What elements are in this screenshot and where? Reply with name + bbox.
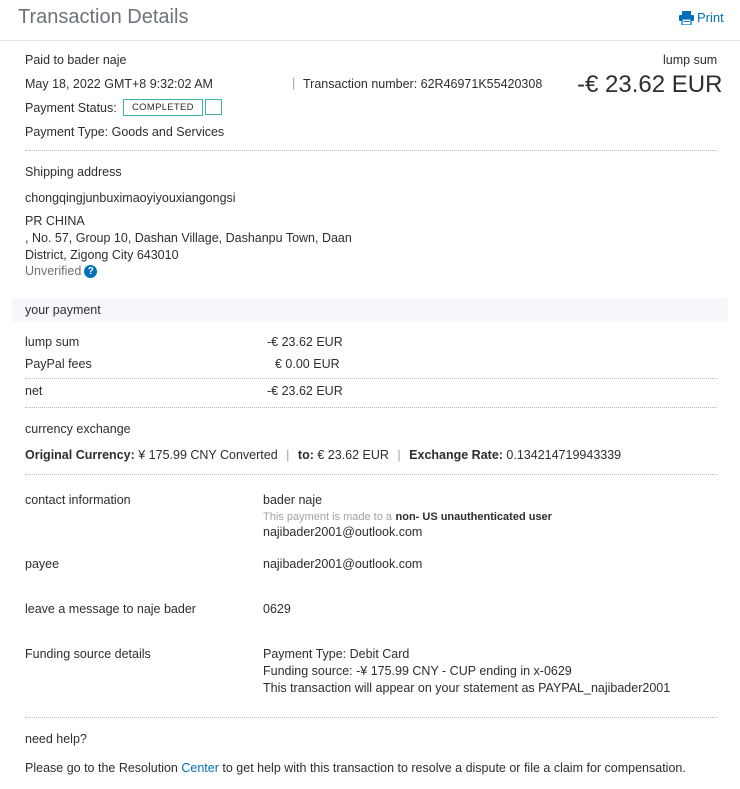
payment-row-label: net <box>25 384 43 398</box>
funding-type: Payment Type: Debit Card <box>263 647 410 661</box>
shipping-line2: District, Zigong City 643010 <box>25 248 179 262</box>
payee-email: najibader2001@outlook.com <box>263 557 423 571</box>
print-button[interactable] <box>679 10 724 25</box>
transaction-date: May 18, 2022 GMT+8 9:32:02 AM <box>25 77 213 91</box>
help-text-before: Please go to the Resolution <box>25 761 178 775</box>
your-payment-heading: your payment <box>25 303 101 317</box>
your-payment-band <box>12 298 728 322</box>
exchange-rate-label: Exchange Rate: <box>409 448 503 462</box>
shipping-country: PR CHINA <box>25 214 85 228</box>
payment-row-value: -€ 23.62 EUR <box>267 384 343 398</box>
contact-email: najibader2001@outlook.com <box>263 525 423 539</box>
contact-note-bold: non- US unauthenticated user <box>395 511 552 523</box>
divider <box>25 717 717 718</box>
verification-status: Unverified <box>25 264 82 278</box>
exchange-heading: currency exchange <box>25 422 131 436</box>
transaction-type: lump sum <box>663 53 718 67</box>
status-badge: COMPLETED <box>123 99 203 116</box>
exchange-separator: | <box>397 448 401 462</box>
divider <box>25 378 717 379</box>
funding-heading: Funding source details <box>25 647 151 661</box>
address-verification <box>25 264 97 278</box>
payment-row-value: -€ 23.62 EUR <box>267 335 343 349</box>
shipping-company: chongqingjunbuximaoyiyouxiangongsi <box>25 191 236 205</box>
original-currency-label: Original Currency: <box>25 448 135 462</box>
divider <box>25 407 717 408</box>
exchange-rate-value: 0.134214719943339 <box>506 448 622 462</box>
funding-source: Funding source: -¥ 175.99 CNY - CUP ending in x-0629 <box>263 664 572 678</box>
payment-row-label: lump sum <box>25 335 80 349</box>
help-icon[interactable]: ? <box>84 265 97 278</box>
transaction-amount: -€ 23.62 EUR <box>577 71 723 98</box>
help-text <box>25 761 686 775</box>
payment-type: Payment Type: Goods and Services <box>25 125 225 139</box>
date-separator: | <box>292 76 296 90</box>
converted-to-label: to: <box>297 448 314 462</box>
header-divider <box>0 40 740 41</box>
printer-icon <box>679 11 694 25</box>
payee-heading: payee <box>25 557 60 571</box>
status-label: Payment Status: <box>25 101 117 115</box>
payment-row-value: € 0.00 EUR <box>275 357 340 371</box>
transaction-number[interactable]: Transaction number: 62R46971K55420308 <box>303 77 543 91</box>
converted-to-value: € 23.62 EUR <box>317 448 389 462</box>
paid-to-label: Paid to bader naje <box>25 53 127 67</box>
exchange-details <box>25 448 621 462</box>
print-label[interactable]: Print <box>697 10 724 25</box>
payment-row-label: PayPal fees <box>25 357 92 371</box>
contact-note <box>263 509 552 523</box>
status-badge-extra <box>205 99 222 115</box>
shipping-line1: , No. 57, Group 10, Dashan Village, Dashanpu Town, Daan <box>25 231 352 245</box>
contact-name: bader naje <box>263 493 323 507</box>
resolution-center-link[interactable]: Center <box>181 761 219 775</box>
help-text-after: to get help with this transaction to resolve a dispute or file a claim for compensation. <box>222 761 686 775</box>
exchange-separator: | <box>286 448 290 462</box>
help-heading: need help? <box>25 732 87 746</box>
contact-note-prefix: This payment is made to a <box>263 511 393 523</box>
divider <box>25 474 717 475</box>
contact-heading: contact information <box>25 493 131 507</box>
message-heading: leave a message to naje bader <box>25 602 196 616</box>
message-value: 0629 <box>263 602 291 616</box>
page-title: Transaction Details <box>18 6 189 28</box>
divider <box>25 150 717 151</box>
shipping-heading: Shipping address <box>25 165 122 179</box>
original-currency-value: ¥ 175.99 CNY Converted <box>138 448 278 462</box>
funding-statement: This transaction will appear on your statement as PAYPAL_najibader2001 <box>263 681 671 695</box>
